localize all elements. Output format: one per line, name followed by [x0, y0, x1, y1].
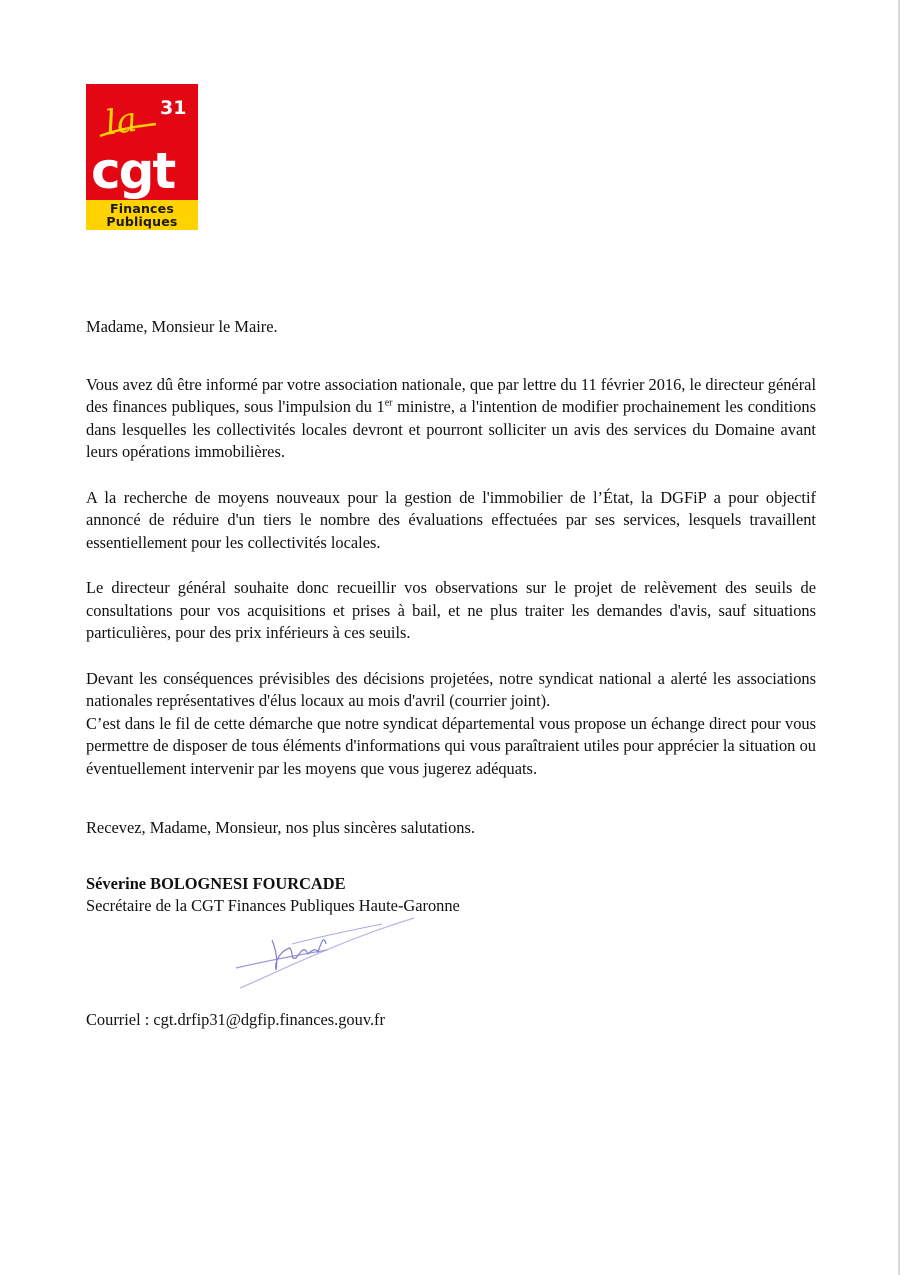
logo-line1: Finances — [110, 201, 174, 216]
signer-title: Secrétaire de la CGT Finances Publiques Haute-Garonne — [86, 896, 460, 915]
paragraph-3: Le directeur général souhaite donc recueillir vos observations sur le projet de relèvement des seuils de consultations pour vos acquisitions et prises à bail, et ne plus traiter les demandes d'avis, sauf situations particulières, pour des prix inférieurs à ces seuils. — [86, 578, 816, 642]
email-line: Courriel : cgt.drfip31@dgfip.finances.gouv.fr — [86, 1010, 385, 1029]
paragraph-4: Devant les conséquences prévisibles des décisions projetées, notre syndicat national a alerté les associations nationales représentatives d'élus locaux au mois d'avril (courrier joint). — [86, 668, 816, 710]
paragraph-1-end: ministre, a l'intention de modifier prochainement les conditions dans lesquelles les collectivités locales devront et pourront solliciter un avis des services du Domaine avant leurs opérations immobilières. — [86, 397, 816, 461]
paragraph-1-start: Vous avez dû être informé par votre association nationale, que par lettre du 11 février 2016, le directeur général des finances publiques, sous l'impulsion du 1 — [86, 374, 816, 416]
logo-script-la: la — [102, 99, 140, 144]
paragraph-1-superscript: er — [384, 397, 393, 409]
logo-line2: Publiques — [106, 214, 178, 229]
logo-band — [86, 200, 198, 230]
cgt-logo — [86, 84, 198, 230]
logo-brand: cgt — [91, 142, 175, 200]
paragraph-2: A la recherche de moyens nouveaux pour la gestion de l'immobilier de l’État, la DGFiP a pour objectif annoncé de réduire d'un tiers le nombre des évaluations effectuées par ses services, lesquels travaillent essentiellement pour les collectivités locales. — [86, 487, 816, 552]
paragraph-1 — [86, 374, 816, 464]
logo-number: 31 — [160, 97, 187, 119]
letter-body — [86, 316, 816, 918]
closing: Recevez, Madame, Monsieur, nos plus sincères salutations. — [86, 818, 475, 837]
signer-name: Séverine BOLOGNESI FOURCADE — [86, 873, 346, 893]
handwritten-signature — [232, 910, 417, 995]
cgt-logo-mark — [86, 84, 198, 200]
paragraph-5: C’est dans le fil de cette démarche que notre syndicat départemental vous propose un échange direct pour vous permettre de disposer de tous éléments d'informations qui vous paraîtraient utiles pour apprécier la situation ou éventuellement intervenir par les moyens que vous jugerez adéquats. — [86, 713, 816, 778]
salutation: Madame, Monsieur le Maire. — [86, 317, 278, 336]
